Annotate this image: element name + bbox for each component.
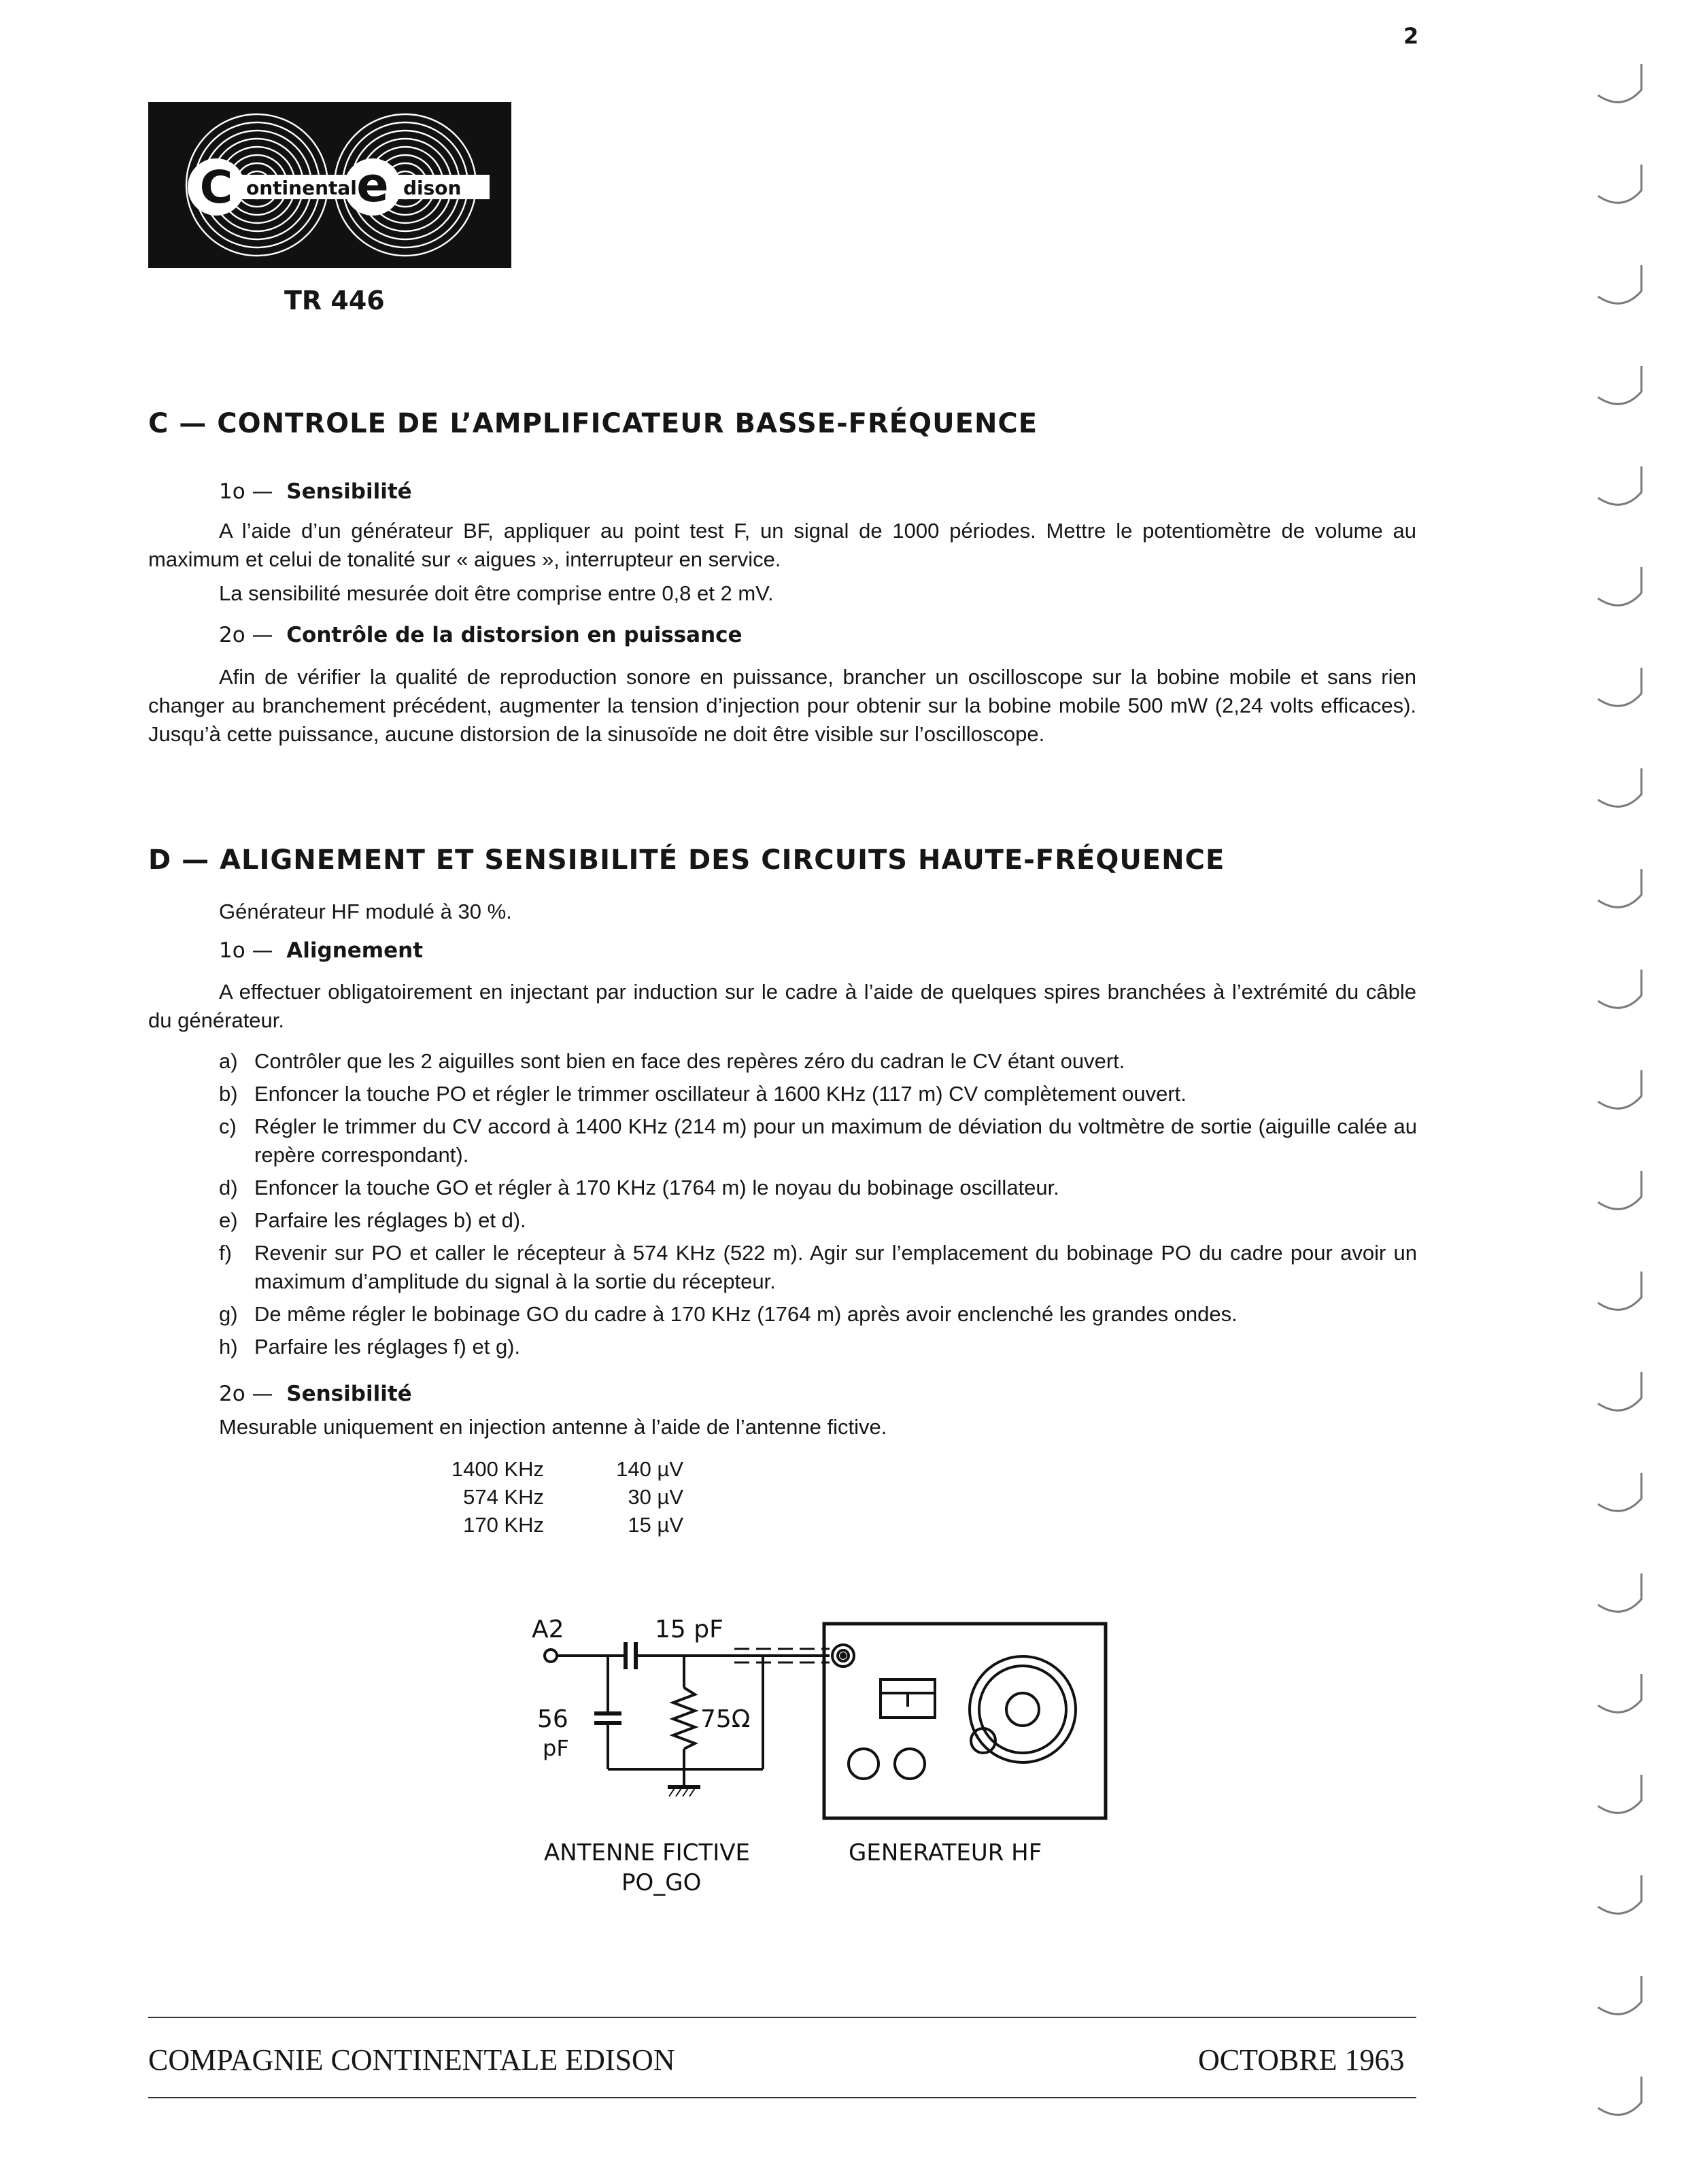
continental-edison-logo <box>148 102 511 268</box>
section-c-title: C — CONTROLE DE L’AMPLIFICATEUR BASSE-FRÉQUENCE <box>148 408 1038 439</box>
value-cell: 30 µV <box>628 1485 683 1509</box>
caption-antenne-fictive: ANTENNE FICTIVE <box>544 1839 750 1866</box>
binder-hole-mark <box>1598 1875 1641 1913</box>
sub-number: 2o — <box>219 623 273 647</box>
binder-hole-mark <box>1598 1070 1641 1108</box>
table-row <box>415 1483 683 1511</box>
item-letter: h) <box>219 1335 238 1359</box>
item-text: Enfoncer la touche GO et régler à 170 KHz (1764 m) le noyau du bobinage oscillateur. <box>254 1176 1059 1199</box>
section-d-paragraph-1: A effectuer obligatoirement en injectant par induction sur le cadre à l’aide de quelques spires branchées à l’extrémité du câble du générateur. <box>148 980 1416 1032</box>
section-d-title: D — ALIGNEMENT ET SENSIBILITÉ DES CIRCUITS HAUTE-FRÉQUENCE <box>148 844 1225 876</box>
item-text: De même régler le bobinage GO du cadre à 170 KHz (1764 m) après avoir enclenché les grandes ondes. <box>254 1302 1238 1326</box>
sub-title: Contrôle de la distorsion en puissance <box>286 623 743 647</box>
binder-hole-mark <box>1598 1775 1641 1813</box>
binder-hole-mark <box>1598 869 1641 907</box>
list-item <box>219 1112 1417 1170</box>
list-item <box>219 1206 1417 1235</box>
value-cell: 140 µV <box>616 1457 683 1481</box>
binder-hole-mark <box>1598 668 1641 706</box>
alignment-steps-list <box>219 1047 1417 1365</box>
binder-hole-mark <box>1598 1272 1641 1310</box>
binder-hole-mark <box>1598 1473 1641 1511</box>
binder-hole-mark <box>1598 1674 1641 1712</box>
label-pf: pF <box>543 1735 569 1761</box>
list-item <box>219 1239 1417 1296</box>
list-item <box>219 1080 1417 1108</box>
binder-hole-mark <box>1598 165 1641 203</box>
item-letter: f) <box>219 1241 232 1265</box>
item-letter: e) <box>219 1208 238 1232</box>
sub-number: 2o — <box>219 1382 273 1406</box>
value-cell: 15 µV <box>628 1513 683 1537</box>
item-text: Parfaire les réglages b) et d). <box>254 1208 526 1232</box>
logo-initial-e: e <box>356 157 389 213</box>
item-text: Revenir sur PO et caller le récepteur à 574 KHz (522 m). Agir sur l’emplacement du bobinage PO du cadre pour avoir un maximum d’amplitude du signal à la sortie du récepteur. <box>254 1241 1417 1293</box>
binder-hole-mark <box>1598 1171 1641 1209</box>
item-letter: c) <box>219 1114 237 1138</box>
freq-cell: 574 KHz <box>463 1485 544 1509</box>
binder-hole-mark <box>1598 2077 1641 2115</box>
section-c-sub2 <box>219 623 743 647</box>
binder-hole-mark <box>1598 1372 1641 1410</box>
logo-initial-c: C <box>199 161 233 214</box>
sub-number: 1o — <box>219 479 273 504</box>
footer-date: OCTOBRE 1963 <box>1198 2043 1405 2077</box>
list-item <box>219 1300 1417 1329</box>
sub-title: Sensibilité <box>286 1382 412 1406</box>
footer-rule-top <box>148 2017 1416 2018</box>
binder-holes <box>1577 27 1679 2166</box>
section-d-paragraph-2: Mesurable uniquement en injection antenne à l’aide de l’antenne fictive. <box>219 1415 887 1439</box>
item-text: Régler le trimmer du CV accord à 1400 KHz (214 m) pour un maximum de déviation du voltmètre de sortie (aiguille calée au repère correspondant). <box>254 1114 1417 1167</box>
label-a2: A2 <box>532 1616 564 1643</box>
list-item <box>219 1174 1417 1202</box>
sub-title: Sensibilité <box>286 479 412 504</box>
label-56: 56 <box>537 1705 568 1733</box>
footer-rule-bottom <box>148 2097 1416 2098</box>
binder-hole-mark <box>1598 1976 1641 2014</box>
section-c-paragraph-1: A l’aide d’un générateur BF, appliquer au point test F, un signal de 1000 périodes. Mettre le potentiomètre de volume au maximum et celui de tonalité sur « aigues », interrupteur en service. <box>148 519 1416 571</box>
section-d-intro: Générateur HF modulé à 30 %. <box>219 900 512 923</box>
binder-hole-mark <box>1598 265 1641 303</box>
caption-generateur-hf: GENERATEUR HF <box>849 1839 1042 1866</box>
terminal-a2-icon <box>545 1650 557 1662</box>
section-c-sub1 <box>219 479 412 504</box>
item-text: Contrôler que les 2 aiguilles sont bien en face des repères zéro du cadran le CV étant ouvert. <box>254 1049 1125 1073</box>
logo-word-continental: ontinental <box>246 177 357 199</box>
binder-hole-mark <box>1598 466 1641 505</box>
label-75-ohm: 75Ω <box>700 1705 751 1733</box>
item-text: Enfoncer la touche PO et régler le trimmer oscillateur à 1600 KHz (117 m) CV complètement ouvert. <box>254 1082 1187 1106</box>
binder-hole-mark <box>1598 64 1641 102</box>
list-item <box>219 1333 1417 1361</box>
logo-word-edison: dison <box>403 177 462 199</box>
item-text: Parfaire les réglages f) et g). <box>254 1335 521 1359</box>
caption-po-go: PO_GO <box>621 1869 702 1896</box>
list-item <box>219 1047 1417 1076</box>
table-row <box>415 1511 683 1539</box>
antenna-circuit-diagram <box>517 1611 1129 1914</box>
binder-hole-mark <box>1598 1573 1641 1611</box>
freq-cell: 1400 KHz <box>451 1457 544 1481</box>
binder-hole-mark <box>1598 567 1641 605</box>
section-d-sub2 <box>219 1382 412 1406</box>
table-row <box>415 1455 683 1483</box>
item-letter: b) <box>219 1082 238 1106</box>
binder-hole-mark <box>1598 366 1641 404</box>
page-number: 2 <box>1403 23 1419 49</box>
footer-company: COMPAGNIE CONTINENTALE EDISON <box>148 2043 675 2077</box>
item-letter: d) <box>219 1176 238 1199</box>
label-15pf: 15 pF <box>655 1616 723 1643</box>
binder-hole-mark <box>1598 768 1641 806</box>
sub-number: 1o — <box>219 938 273 963</box>
item-letter: g) <box>219 1302 238 1326</box>
sub-title: Alignement <box>286 938 424 963</box>
binder-hole-mark <box>1598 970 1641 1008</box>
section-d-sub1 <box>219 938 423 963</box>
sensitivity-table <box>415 1455 683 1539</box>
model-number: TR 446 <box>284 286 385 315</box>
section-c-paragraph-2: La sensibilité mesurée doit être comprise entre 0,8 et 2 mV. <box>219 581 774 605</box>
item-letter: a) <box>219 1049 238 1073</box>
section-c-paragraph-3: Afin de vérifier la qualité de reproduction sonore en puissance, brancher un oscilloscope sur la bobine mobile et sans rien changer au branchement précédent, augmenter la tension d’injection pour obtenir sur la bobine mobile 500 mW (2,24 volts efficaces). Jusqu’à cette puissance, aucune distorsion de la sinusoïde ne doit être visible sur l’oscilloscope. <box>148 665 1416 746</box>
freq-cell: 170 KHz <box>463 1513 544 1537</box>
